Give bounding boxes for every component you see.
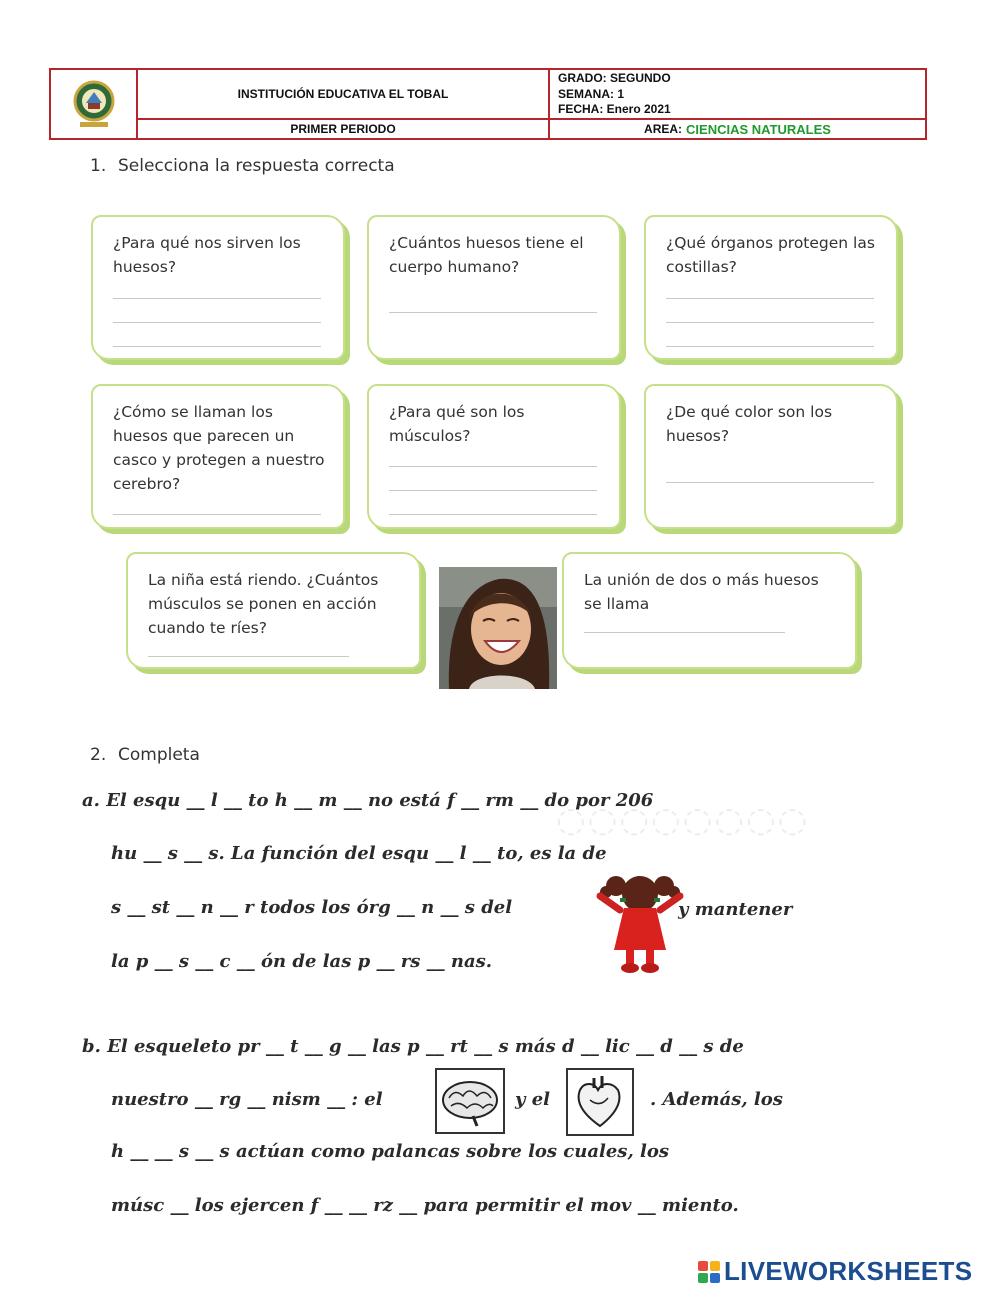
fill-line-a4: la p __ s __ c __ ón de las p __ rs __ nas. bbox=[111, 951, 493, 972]
answer-line[interactable] bbox=[113, 346, 321, 347]
section-2-heading bbox=[90, 745, 200, 765]
answer-line[interactable] bbox=[666, 482, 874, 483]
question-card bbox=[367, 215, 621, 360]
section-1-number: 1. bbox=[90, 156, 107, 176]
fill-line-a1: a. El esqu __ l __ to h __ m __ no está f __ rm __ do por 206 bbox=[82, 790, 654, 811]
answer-line[interactable] bbox=[113, 322, 321, 323]
question-text: ¿Para qué son los músculos? bbox=[389, 403, 525, 445]
question-text: La niña está riendo. ¿Cuántos músculos se ponen en acción cuando te ríes? bbox=[148, 571, 379, 637]
answer-line[interactable] bbox=[113, 514, 321, 515]
question-text: ¿Para qué nos sirven los huesos? bbox=[113, 234, 301, 276]
answer-line[interactable] bbox=[148, 656, 349, 657]
section-1-title: Selecciona la respuesta correcta bbox=[118, 156, 395, 176]
answer-line[interactable] bbox=[666, 346, 874, 347]
question-card bbox=[91, 215, 345, 360]
answer-line[interactable] bbox=[666, 298, 874, 299]
question-card bbox=[562, 552, 857, 669]
fill-line-b1: b. El esqueleto pr __ t __ g __ las p __ rt __ s más d __ lic __ d __ s de bbox=[82, 1036, 744, 1057]
answer-line[interactable] bbox=[389, 466, 597, 467]
answer-line[interactable] bbox=[389, 312, 597, 313]
question-card bbox=[644, 384, 898, 529]
background-print: ◌◌◌◌◌◌◌◌ bbox=[556, 800, 810, 840]
question-text: ¿De qué color son los huesos? bbox=[666, 403, 833, 445]
period-label: PRIMER PERIODO bbox=[138, 120, 550, 138]
answer-line[interactable] bbox=[666, 322, 874, 323]
institution-name: INSTITUCIÓN EDUCATIVA EL TOBAL bbox=[138, 70, 550, 120]
fill-line-b2: nuestro __ rg __ nism __ : el bbox=[111, 1089, 383, 1110]
area-cell bbox=[550, 120, 925, 138]
section-2-title: Completa bbox=[118, 745, 200, 765]
week-label: SEMANA: 1 bbox=[558, 86, 625, 101]
fill-line-b4: músc __ los ejercen f __ __ rz __ para permitir el mov __ miento. bbox=[111, 1195, 739, 1216]
girl-photo bbox=[439, 567, 557, 689]
section-2-number: 2. bbox=[90, 745, 107, 765]
fill-line-b2-y: y el bbox=[515, 1089, 551, 1110]
question-card bbox=[367, 384, 621, 529]
area-value: CIENCIAS NATURALES bbox=[686, 121, 831, 137]
question-card bbox=[91, 384, 345, 529]
liveworksheets-brand bbox=[698, 1256, 972, 1287]
liveworksheets-logo-icon bbox=[698, 1261, 720, 1283]
question-card bbox=[644, 215, 898, 360]
brand-text: LIVEWORKSHEETS bbox=[724, 1256, 973, 1286]
girl-figure-icon bbox=[590, 866, 690, 978]
heart-icon bbox=[568, 1070, 632, 1134]
brain-box bbox=[435, 1068, 505, 1134]
header-table bbox=[49, 68, 927, 140]
logo-cell bbox=[51, 70, 138, 138]
question-card bbox=[126, 552, 421, 669]
fill-line-a2: hu __ s __ s. La función del esqu __ l __ to, es la de bbox=[111, 843, 607, 864]
answer-line[interactable] bbox=[113, 298, 321, 299]
section-1-heading bbox=[90, 156, 395, 176]
fill-line-b2-end: . Además, los bbox=[650, 1089, 783, 1110]
answer-line[interactable] bbox=[389, 490, 597, 491]
area-label: AREA: bbox=[644, 122, 683, 136]
question-text: ¿Cuántos huesos tiene el cuerpo humano? bbox=[389, 234, 584, 276]
fill-line-a3-end: y mantener bbox=[678, 899, 793, 920]
brain-icon bbox=[437, 1070, 503, 1132]
fill-line-a3: s __ st __ n __ r todos los órg __ n __ s del bbox=[111, 897, 513, 918]
heart-box bbox=[566, 1068, 634, 1136]
date-label: FECHA: Enero 2021 bbox=[558, 102, 671, 116]
question-text: La unión de dos o más huesos se llama bbox=[584, 571, 819, 613]
answer-line[interactable] bbox=[584, 632, 785, 633]
fill-line-b3: h __ __ s __ s actúan como palancas sobre los cuales, los bbox=[111, 1141, 669, 1162]
question-text: ¿Qué órganos protegen las costillas? bbox=[666, 234, 875, 276]
answer-line[interactable] bbox=[389, 514, 597, 515]
grade-label: GRADO: SEGUNDO bbox=[558, 71, 671, 85]
question-text: ¿Cómo se llaman los huesos que parecen un casco y protegen a nuestro cerebro? bbox=[113, 403, 325, 493]
header-meta bbox=[550, 70, 925, 120]
school-crest-icon bbox=[70, 79, 118, 129]
